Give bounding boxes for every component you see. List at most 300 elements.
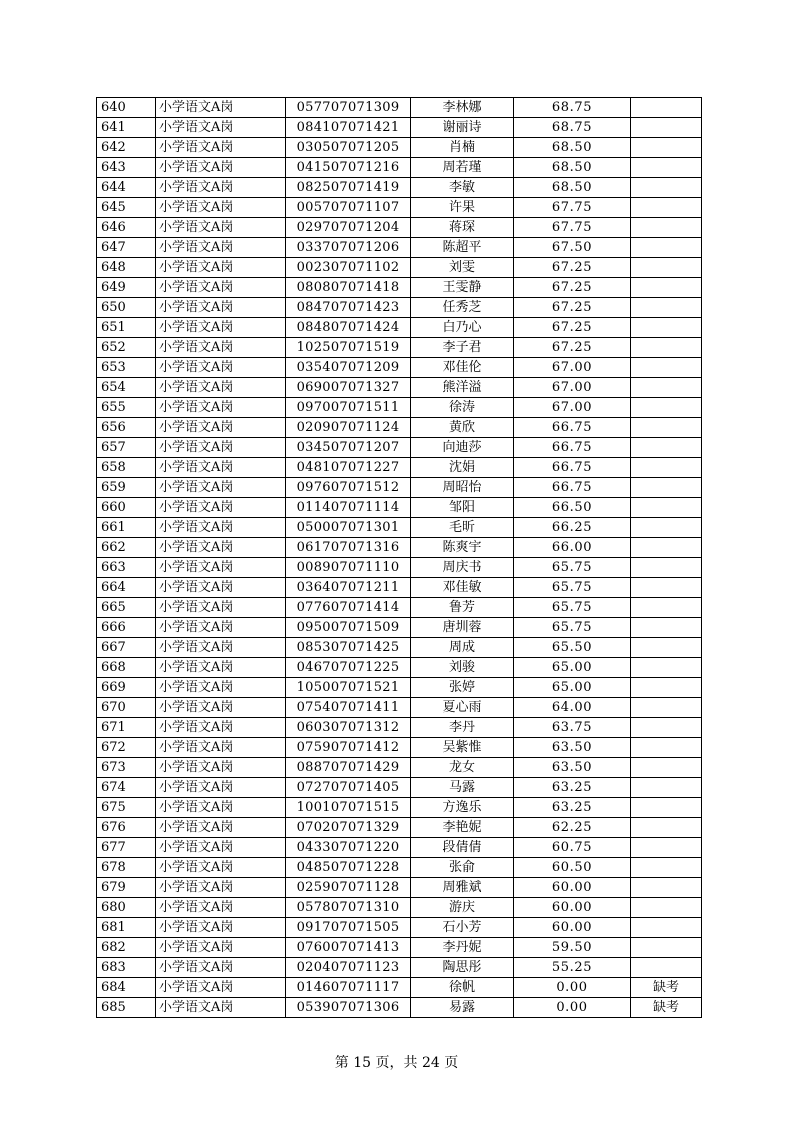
cell-number: 657 xyxy=(97,438,156,458)
cell-remark xyxy=(631,718,702,738)
cell-position: 小学语文A岗 xyxy=(156,498,286,518)
cell-exam-id: 048507071228 xyxy=(286,858,411,878)
table-row xyxy=(97,158,702,178)
cell-name: 石小芳 xyxy=(411,918,514,938)
cell-number: 682 xyxy=(97,938,156,958)
cell-exam-id: 036407071211 xyxy=(286,578,411,598)
cell-number: 676 xyxy=(97,818,156,838)
cell-position: 小学语文A岗 xyxy=(156,318,286,338)
cell-position: 小学语文A岗 xyxy=(156,658,286,678)
cell-remark xyxy=(631,898,702,918)
cell-number: 685 xyxy=(97,998,156,1018)
cell-remark xyxy=(631,118,702,138)
cell-score: 67.25 xyxy=(514,258,631,278)
page-footer: 第 15 页，共 24 页 xyxy=(334,1055,459,1071)
cell-position: 小学语文A岗 xyxy=(156,558,286,578)
cell-exam-id: 033707071206 xyxy=(286,238,411,258)
cell-remark xyxy=(631,198,702,218)
cell-exam-id: 070207071329 xyxy=(286,818,411,838)
cell-remark xyxy=(631,418,702,438)
cell-name: 熊洋溢 xyxy=(411,378,514,398)
cell-remark xyxy=(631,278,702,298)
cell-score: 65.75 xyxy=(514,558,631,578)
cell-remark xyxy=(631,378,702,398)
cell-number: 672 xyxy=(97,738,156,758)
cell-name: 游庆 xyxy=(411,898,514,918)
cell-exam-id: 060307071312 xyxy=(286,718,411,738)
cell-number: 654 xyxy=(97,378,156,398)
table-row xyxy=(97,378,702,398)
cell-score: 68.50 xyxy=(514,158,631,178)
cell-position: 小学语文A岗 xyxy=(156,438,286,458)
cell-position: 小学语文A岗 xyxy=(156,178,286,198)
cell-number: 650 xyxy=(97,298,156,318)
cell-position: 小学语文A岗 xyxy=(156,138,286,158)
cell-score: 67.50 xyxy=(514,238,631,258)
cell-exam-id: 088707071429 xyxy=(286,758,411,778)
cell-number: 660 xyxy=(97,498,156,518)
cell-name: 方逸乐 xyxy=(411,798,514,818)
cell-name: 李敏 xyxy=(411,178,514,198)
cell-position: 小学语文A岗 xyxy=(156,978,286,998)
cell-number: 641 xyxy=(97,118,156,138)
cell-position: 小学语文A岗 xyxy=(156,858,286,878)
cell-name: 周昭怡 xyxy=(411,478,514,498)
table-row xyxy=(97,118,702,138)
cell-number: 653 xyxy=(97,358,156,378)
cell-exam-id: 002307071102 xyxy=(286,258,411,278)
cell-exam-id: 020907071124 xyxy=(286,418,411,438)
cell-score: 63.25 xyxy=(514,798,631,818)
table-row xyxy=(97,558,702,578)
table-row xyxy=(97,918,702,938)
cell-position: 小学语文A岗 xyxy=(156,938,286,958)
cell-score: 67.25 xyxy=(514,338,631,358)
cell-remark xyxy=(631,858,702,878)
cell-remark xyxy=(631,398,702,418)
cell-exam-id: 105007071521 xyxy=(286,678,411,698)
cell-name: 李林娜 xyxy=(411,98,514,118)
table-body xyxy=(97,98,702,1018)
table-row xyxy=(97,798,702,818)
cell-score: 66.75 xyxy=(514,418,631,438)
cell-number: 684 xyxy=(97,978,156,998)
cell-remark xyxy=(631,698,702,718)
cell-exam-id: 014607071117 xyxy=(286,978,411,998)
cell-remark xyxy=(631,738,702,758)
cell-position: 小学语文A岗 xyxy=(156,478,286,498)
cell-name: 李丹妮 xyxy=(411,938,514,958)
table-row xyxy=(97,778,702,798)
cell-remark xyxy=(631,538,702,558)
table-row xyxy=(97,678,702,698)
cell-score: 63.75 xyxy=(514,718,631,738)
table-row xyxy=(97,898,702,918)
cell-name: 肖楠 xyxy=(411,138,514,158)
table-row xyxy=(97,818,702,838)
cell-number: 644 xyxy=(97,178,156,198)
cell-score: 60.00 xyxy=(514,878,631,898)
cell-remark xyxy=(631,598,702,618)
cell-exam-id: 029707071204 xyxy=(286,218,411,238)
cell-name: 邹阳 xyxy=(411,498,514,518)
cell-name: 龙女 xyxy=(411,758,514,778)
cell-remark xyxy=(631,758,702,778)
cell-remark xyxy=(631,158,702,178)
cell-position: 小学语文A岗 xyxy=(156,158,286,178)
cell-name: 李艳妮 xyxy=(411,818,514,838)
cell-remark xyxy=(631,618,702,638)
table-row xyxy=(97,478,702,498)
cell-position: 小学语文A岗 xyxy=(156,958,286,978)
table-row xyxy=(97,858,702,878)
cell-exam-id: 076007071413 xyxy=(286,938,411,958)
cell-exam-id: 085307071425 xyxy=(286,638,411,658)
cell-number: 647 xyxy=(97,238,156,258)
cell-name: 沈娟 xyxy=(411,458,514,478)
table-row xyxy=(97,498,702,518)
cell-name: 张俞 xyxy=(411,858,514,878)
cell-exam-id: 061707071316 xyxy=(286,538,411,558)
table-row xyxy=(97,198,702,218)
cell-number: 658 xyxy=(97,458,156,478)
cell-score: 66.50 xyxy=(514,498,631,518)
cell-exam-id: 097007071511 xyxy=(286,398,411,418)
cell-position: 小学语文A岗 xyxy=(156,998,286,1018)
cell-exam-id: 030507071205 xyxy=(286,138,411,158)
cell-exam-id: 041507071216 xyxy=(286,158,411,178)
cell-exam-id: 057707071309 xyxy=(286,98,411,118)
cell-remark: 缺考 xyxy=(631,998,702,1018)
cell-exam-id: 080807071418 xyxy=(286,278,411,298)
cell-score: 67.75 xyxy=(514,218,631,238)
cell-score: 66.75 xyxy=(514,478,631,498)
cell-number: 677 xyxy=(97,838,156,858)
cell-remark xyxy=(631,178,702,198)
cell-remark xyxy=(631,838,702,858)
table-row xyxy=(97,578,702,598)
cell-number: 655 xyxy=(97,398,156,418)
cell-score: 65.75 xyxy=(514,578,631,598)
table-row xyxy=(97,638,702,658)
cell-score: 66.75 xyxy=(514,438,631,458)
table-row xyxy=(97,98,702,118)
cell-remark xyxy=(631,138,702,158)
cell-name: 任秀芝 xyxy=(411,298,514,318)
cell-number: 640 xyxy=(97,98,156,118)
cell-score: 60.00 xyxy=(514,898,631,918)
cell-score: 62.25 xyxy=(514,818,631,838)
table-row xyxy=(97,358,702,378)
cell-name: 白乃心 xyxy=(411,318,514,338)
cell-score: 63.50 xyxy=(514,738,631,758)
table-row xyxy=(97,618,702,638)
cell-remark xyxy=(631,578,702,598)
cell-number: 663 xyxy=(97,558,156,578)
cell-score: 65.50 xyxy=(514,638,631,658)
cell-remark xyxy=(631,918,702,938)
cell-remark: 缺考 xyxy=(631,978,702,998)
cell-number: 680 xyxy=(97,898,156,918)
cell-exam-id: 097607071512 xyxy=(286,478,411,498)
cell-position: 小学语文A岗 xyxy=(156,518,286,538)
cell-remark xyxy=(631,798,702,818)
cell-exam-id: 035407071209 xyxy=(286,358,411,378)
cell-name: 毛昕 xyxy=(411,518,514,538)
table-row xyxy=(97,538,702,558)
cell-remark xyxy=(631,438,702,458)
cell-position: 小学语文A岗 xyxy=(156,798,286,818)
cell-number: 664 xyxy=(97,578,156,598)
cell-exam-id: 075907071412 xyxy=(286,738,411,758)
cell-position: 小学语文A岗 xyxy=(156,638,286,658)
cell-name: 刘骏 xyxy=(411,658,514,678)
cell-name: 陈超平 xyxy=(411,238,514,258)
cell-score: 67.25 xyxy=(514,318,631,338)
table-row xyxy=(97,278,702,298)
cell-position: 小学语文A岗 xyxy=(156,778,286,798)
cell-exam-id: 043307071220 xyxy=(286,838,411,858)
cell-score: 66.00 xyxy=(514,538,631,558)
cell-position: 小学语文A岗 xyxy=(156,218,286,238)
cell-name: 吴紫惟 xyxy=(411,738,514,758)
cell-exam-id: 077607071414 xyxy=(286,598,411,618)
cell-name: 夏心雨 xyxy=(411,698,514,718)
cell-position: 小学语文A岗 xyxy=(156,278,286,298)
cell-exam-id: 095007071509 xyxy=(286,618,411,638)
cell-remark xyxy=(631,958,702,978)
cell-position: 小学语文A岗 xyxy=(156,738,286,758)
table-row xyxy=(97,138,702,158)
cell-name: 陶思彤 xyxy=(411,958,514,978)
cell-position: 小学语文A岗 xyxy=(156,678,286,698)
cell-position: 小学语文A岗 xyxy=(156,338,286,358)
cell-name: 周雅斌 xyxy=(411,878,514,898)
cell-number: 683 xyxy=(97,958,156,978)
cell-exam-id: 005707071107 xyxy=(286,198,411,218)
cell-position: 小学语文A岗 xyxy=(156,818,286,838)
cell-remark xyxy=(631,638,702,658)
table-row xyxy=(97,658,702,678)
cell-score: 60.50 xyxy=(514,858,631,878)
table-row xyxy=(97,758,702,778)
cell-exam-id: 084807071424 xyxy=(286,318,411,338)
cell-score: 63.25 xyxy=(514,778,631,798)
cell-position: 小学语文A岗 xyxy=(156,838,286,858)
cell-name: 邓佳敏 xyxy=(411,578,514,598)
table-row xyxy=(97,718,702,738)
cell-score: 67.00 xyxy=(514,378,631,398)
cell-position: 小学语文A岗 xyxy=(156,98,286,118)
cell-remark xyxy=(631,318,702,338)
cell-name: 唐圳蓉 xyxy=(411,618,514,638)
cell-name: 易露 xyxy=(411,998,514,1018)
cell-remark xyxy=(631,258,702,278)
cell-score: 0.00 xyxy=(514,998,631,1018)
cell-score: 65.00 xyxy=(514,658,631,678)
cell-number: 662 xyxy=(97,538,156,558)
cell-position: 小学语文A岗 xyxy=(156,118,286,138)
cell-number: 671 xyxy=(97,718,156,738)
cell-exam-id: 102507071519 xyxy=(286,338,411,358)
cell-exam-id: 091707071505 xyxy=(286,918,411,938)
cell-number: 673 xyxy=(97,758,156,778)
cell-number: 645 xyxy=(97,198,156,218)
cell-remark xyxy=(631,878,702,898)
table-row xyxy=(97,738,702,758)
results-table xyxy=(96,97,702,1018)
cell-remark xyxy=(631,778,702,798)
cell-remark xyxy=(631,938,702,958)
table-row xyxy=(97,258,702,278)
cell-number: 669 xyxy=(97,678,156,698)
cell-exam-id: 020407071123 xyxy=(286,958,411,978)
table-row xyxy=(97,958,702,978)
cell-score: 60.00 xyxy=(514,918,631,938)
cell-score: 68.75 xyxy=(514,98,631,118)
cell-remark xyxy=(631,498,702,518)
cell-name: 陈爽宇 xyxy=(411,538,514,558)
cell-position: 小学语文A岗 xyxy=(156,198,286,218)
cell-position: 小学语文A岗 xyxy=(156,718,286,738)
cell-score: 67.00 xyxy=(514,358,631,378)
cell-remark xyxy=(631,818,702,838)
cell-exam-id: 084707071423 xyxy=(286,298,411,318)
cell-name: 李丹 xyxy=(411,718,514,738)
cell-number: 659 xyxy=(97,478,156,498)
cell-name: 周若瑾 xyxy=(411,158,514,178)
cell-score: 66.75 xyxy=(514,458,631,478)
cell-score: 59.50 xyxy=(514,938,631,958)
cell-position: 小学语文A岗 xyxy=(156,378,286,398)
cell-exam-id: 100107071515 xyxy=(286,798,411,818)
cell-exam-id: 075407071411 xyxy=(286,698,411,718)
cell-position: 小学语文A岗 xyxy=(156,618,286,638)
cell-number: 670 xyxy=(97,698,156,718)
cell-remark xyxy=(631,338,702,358)
table-row xyxy=(97,398,702,418)
cell-name: 邓佳伦 xyxy=(411,358,514,378)
cell-remark xyxy=(631,458,702,478)
table-row xyxy=(97,938,702,958)
cell-position: 小学语文A岗 xyxy=(156,598,286,618)
table-row xyxy=(97,838,702,858)
cell-score: 67.00 xyxy=(514,398,631,418)
cell-name: 徐帆 xyxy=(411,978,514,998)
cell-exam-id: 084107071421 xyxy=(286,118,411,138)
table-row xyxy=(97,238,702,258)
cell-score: 55.25 xyxy=(514,958,631,978)
table-row xyxy=(97,218,702,238)
cell-position: 小学语文A岗 xyxy=(156,418,286,438)
cell-number: 642 xyxy=(97,138,156,158)
cell-number: 668 xyxy=(97,658,156,678)
cell-remark xyxy=(631,238,702,258)
cell-score: 65.75 xyxy=(514,598,631,618)
cell-position: 小学语文A岗 xyxy=(156,238,286,258)
cell-exam-id: 069007071327 xyxy=(286,378,411,398)
cell-position: 小学语文A岗 xyxy=(156,358,286,378)
cell-number: 649 xyxy=(97,278,156,298)
table-row xyxy=(97,178,702,198)
cell-name: 周成 xyxy=(411,638,514,658)
cell-number: 643 xyxy=(97,158,156,178)
cell-exam-id: 008907071110 xyxy=(286,558,411,578)
cell-position: 小学语文A岗 xyxy=(156,398,286,418)
cell-remark xyxy=(631,518,702,538)
cell-score: 65.75 xyxy=(514,618,631,638)
cell-score: 60.75 xyxy=(514,838,631,858)
cell-name: 徐涛 xyxy=(411,398,514,418)
cell-position: 小学语文A岗 xyxy=(156,538,286,558)
cell-score: 67.75 xyxy=(514,198,631,218)
cell-exam-id: 046707071225 xyxy=(286,658,411,678)
table-row xyxy=(97,338,702,358)
cell-remark xyxy=(631,218,702,238)
cell-number: 674 xyxy=(97,778,156,798)
cell-name: 蒋琛 xyxy=(411,218,514,238)
cell-exam-id: 048107071227 xyxy=(286,458,411,478)
cell-score: 64.00 xyxy=(514,698,631,718)
cell-position: 小学语文A岗 xyxy=(156,578,286,598)
cell-name: 王雯静 xyxy=(411,278,514,298)
cell-remark xyxy=(631,678,702,698)
cell-position: 小学语文A岗 xyxy=(156,458,286,478)
cell-number: 666 xyxy=(97,618,156,638)
cell-number: 667 xyxy=(97,638,156,658)
cell-name: 鲁芳 xyxy=(411,598,514,618)
table-row xyxy=(97,318,702,338)
cell-number: 648 xyxy=(97,258,156,278)
cell-remark xyxy=(631,478,702,498)
cell-position: 小学语文A岗 xyxy=(156,898,286,918)
cell-score: 68.75 xyxy=(514,118,631,138)
cell-score: 63.50 xyxy=(514,758,631,778)
cell-name: 黄欣 xyxy=(411,418,514,438)
cell-name: 许果 xyxy=(411,198,514,218)
cell-number: 656 xyxy=(97,418,156,438)
table-row xyxy=(97,518,702,538)
cell-exam-id: 011407071114 xyxy=(286,498,411,518)
cell-number: 679 xyxy=(97,878,156,898)
cell-exam-id: 072707071405 xyxy=(286,778,411,798)
cell-score: 67.25 xyxy=(514,298,631,318)
cell-remark xyxy=(631,98,702,118)
cell-position: 小学语文A岗 xyxy=(156,298,286,318)
table-row xyxy=(97,418,702,438)
cell-name: 向迪莎 xyxy=(411,438,514,458)
cell-position: 小学语文A岗 xyxy=(156,878,286,898)
cell-position: 小学语文A岗 xyxy=(156,698,286,718)
cell-exam-id: 082507071419 xyxy=(286,178,411,198)
cell-number: 681 xyxy=(97,918,156,938)
cell-number: 665 xyxy=(97,598,156,618)
cell-exam-id: 053907071306 xyxy=(286,998,411,1018)
cell-remark xyxy=(631,558,702,578)
cell-position: 小学语文A岗 xyxy=(156,758,286,778)
cell-number: 651 xyxy=(97,318,156,338)
cell-remark xyxy=(631,298,702,318)
cell-score: 68.50 xyxy=(514,178,631,198)
table-row xyxy=(97,458,702,478)
cell-position: 小学语文A岗 xyxy=(156,918,286,938)
cell-number: 661 xyxy=(97,518,156,538)
cell-name: 周庆书 xyxy=(411,558,514,578)
cell-name: 刘雯 xyxy=(411,258,514,278)
table-row xyxy=(97,298,702,318)
table-row xyxy=(97,698,702,718)
cell-score: 65.00 xyxy=(514,678,631,698)
